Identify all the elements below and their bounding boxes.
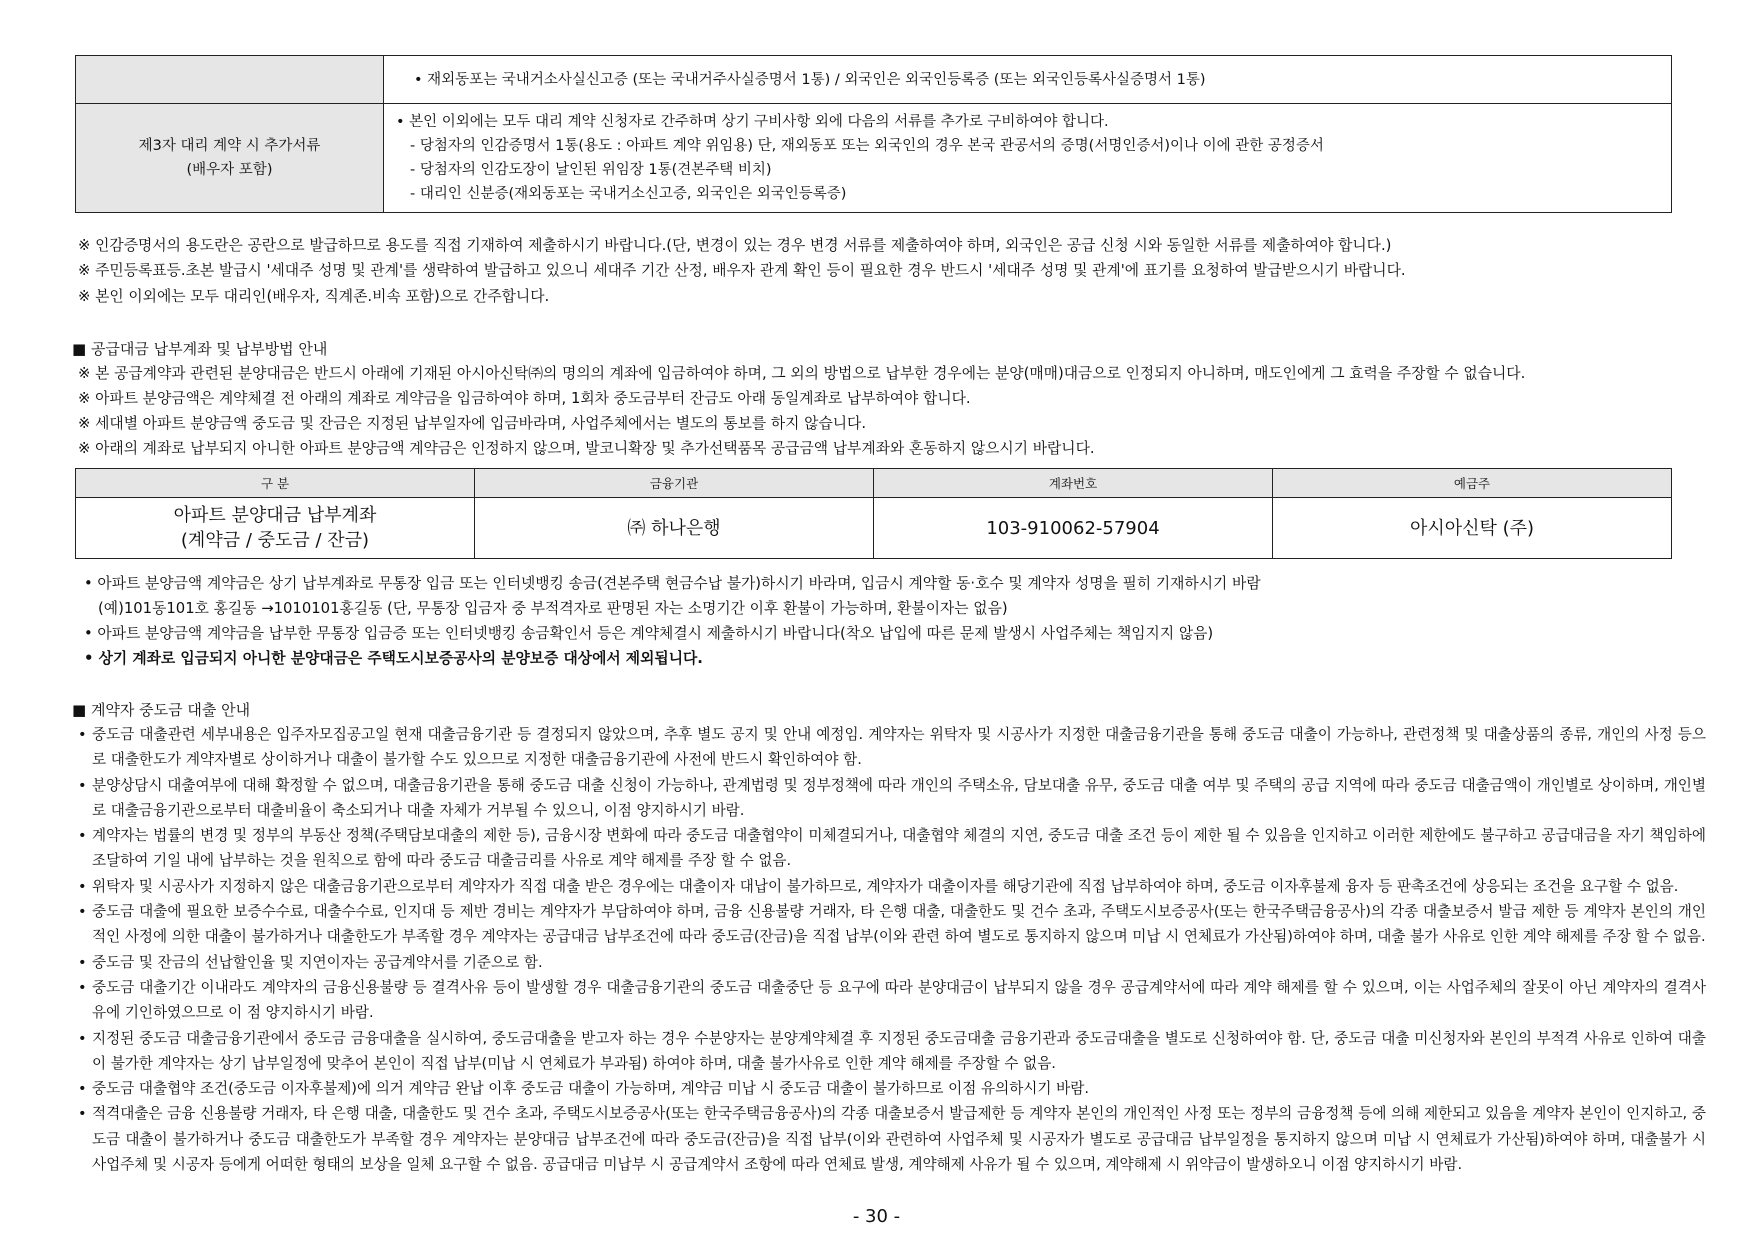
proxy-label-line2: (배우자 포함) <box>186 162 273 178</box>
note-line: ※ 세대별 아파트 분양금액 중도금 및 잔금은 지정된 납부일자에 입금바라며, 사업주체에서는 별도의 통보를 하지 않습니다. <box>78 415 867 432</box>
bank-name: ㈜ 하나은행 <box>475 498 874 559</box>
bullet: • <box>78 827 87 845</box>
proxy-contract-label <box>76 104 384 213</box>
list-item: • 중도금 대출기간 이내라도 계약자의 금융신용불량 등 결격사유 등이 발생할 경우 대출금융기관의 중도금 대출중단 등 요구에 따라 분양대금이 납부되지 않을 경우 공급계약서에 따라 계약 해제를 할 수 있으며, 이는 사업주체의 잘못이 아닌 계약자의 결격사유에 기인하였으므로 이 점 양지하시기 바람. <box>78 975 1706 1026</box>
proxy-doc-line: - 대리인 신분증(재외동포는 국내거소신고증, 외국인은 외국인등록증) <box>410 186 847 202</box>
account-row-label <box>76 498 475 559</box>
bullet: • <box>78 726 87 743</box>
note-line: ※ 본인 이외에는 모두 대리인(배우자, 직계존.비속 포함)으로 간주합니다. <box>78 288 550 305</box>
list-item: • 중도금 대출협약 조건(중도금 이자후불제)에 의거 계약금 완납 이후 중도금 대출이 가능하며, 계약금 미납 시 중도금 대출이 불가하므로 이점 유의하시기 바람. <box>78 1076 1706 1101</box>
proxy-documents-list <box>384 104 1672 213</box>
bullet: • <box>78 1105 87 1123</box>
list-item: • 위탁자 및 시공사가 지정하지 않은 대출금융기관으로부터 계약자가 직접 대출 받은 경우에는 대출이자 대납이 불가하므로, 계약자가 대출이자를 해당기관에 직접 납부하여야 하며, 중도금 이자후불제 융자 등 판촉조건에 상응되는 조건을 요구할 수 없음. <box>78 874 1706 899</box>
list-item: • 중도금 대출에 필요한 보증수수료, 대출수수료, 인지대 등 제반 경비는 계약자가 부담하여야 하며, 금융 신용불량 거래자, 타 은행 대출, 대출한도 및 건수 초과, 주택도시보증공사(또는 한국주택금융공사)의 각종 대출보증서 발급 제한 등 계약자 본인의 개인적인 사정에 의한 대출이 불가하거나 대출한도가 부족할 경우 계약자는 공급대금 납부조건에 따라 중도금(잔금)을 직접 납부(이와 관련 하여 별도로 통지하지 않으며 미납 시 연체료가 가산됨)하여야 하며, 대출 불가 사유로 인한 계약 해제를 주장 할 수 없음. <box>78 899 1706 950</box>
list-item: • 계약자는 법률의 변경 및 정부의 부동산 정책(주택담보대출의 제한 등), 금융시장 변화에 따라 중도금 대출협약이 미체결되거나, 대출협약 체결의 지연, 중도금 대출 조건 등이 제한 될 수 있음을 인지하고 이러한 제한에도 불구하고 공급대금을 자기 책임하에 조달하여 기일 내에 납부하는 것을 원칙으로 함에 따라 중도금 대출금리를 사유로 계약 해제를 주장 할 수 없음. <box>78 823 1706 874</box>
list-item: • 중도금 및 잔금의 선납할인율 및 지연이자는 공급계약서를 기준으로 함. <box>78 950 1706 975</box>
bullet: • <box>78 1080 87 1098</box>
payment-bullet: • 아파트 분양금액 계약금을 납부한 무통장 입금증 또는 인터넷뱅킹 송금확인서 등은 계약체결시 제출하시기 바랍니다(착오 납입에 따른 문제 발생시 사업주체는 책임지지 않음) <box>84 625 1214 642</box>
payment-example: (예)101동101호 홍길동 →1010101홍길동 (단, 무통장 입금자 중 부적격자로 판명된 자는 소명기간 이후 환불이 가능하며, 환불이자는 없음) <box>98 600 1008 617</box>
table-header: 계좌번호 <box>874 469 1273 498</box>
bullet: • <box>78 877 87 895</box>
list-item: • 분양상담시 대출여부에 대해 확정할 수 없으며, 대출금융기관을 통해 중도금 대출 신청이 가능하나, 관계법령 및 정부정책에 따라 개인의 주택소유, 담보대출 유무, 중도금 대출 여부 및 주택의 공급 지역에 따라 중도금 대출금액이 개인별로 상이하며, 개인별로 대출금융기관으로부터 대출비율이 축소되거나 대출 자체가 거부될 수 있으니, 이점 양지하시기 바람. <box>78 773 1706 824</box>
bullet: • <box>78 1029 87 1047</box>
note-line: ※ 본 공급계약과 관련된 분양대금은 반드시 아래에 기재된 아시아신탁㈜의 명의의 계좌에 입금하여야 하며, 그 외의 방법으로 납부한 경우에는 분양(매매)대금으로 인정되지 아니하며, 매도인에게 그 효력을 주장할 수 없습니다. <box>78 365 1526 382</box>
section-heading-loan: ■ 계약자 중도금 대출 안내 <box>72 701 251 719</box>
table-cell-empty <box>76 56 384 104</box>
account-number: 103-910062-57904 <box>874 498 1273 559</box>
account-label-line1: 아파트 분양대금 납부계좌 <box>173 505 377 526</box>
page-number: - 30 - <box>852 1206 901 1227</box>
note-line: ※ 아파트 분양금액은 계약체결 전 아래의 계좌로 계약금을 입금하여야 하며, 1회차 중도금부터 잔금도 아래 동일계좌로 납부하여야 합니다. <box>78 390 971 407</box>
bullet: • <box>78 903 87 921</box>
proxy-doc-line: • 본인 이외에는 모두 대리 계약 신청자로 간주하며 상기 구비사항 외에 다음의 서류를 추가로 구비하여야 합니다. <box>396 114 1109 130</box>
list-item: • 중도금 대출관련 세부내용은 입주자모집공고일 현재 대출금융기관 등 결정되지 않았으며, 추후 별도 공지 및 안내 예정임. 계약자는 위탁자 및 시공사가 지정한 대출금융기관을 통해 중도금 대출이 가능하나, 관련정책 및 대출상품의 종류, 개인의 사정 등으로 대출한도가 계약자별로 상이하거나 대출이 불가할 수도 있으므로 지정한 대출금융기관에 사전에 반드시 확인하여야 함. <box>78 722 1706 773</box>
account-holder: 아시아신탁 (주) <box>1273 498 1672 559</box>
table-header: 구 분 <box>76 469 475 498</box>
bullet: • <box>78 978 87 996</box>
note-line: ※ 주민등록표등.초본 발급시 '세대주 성명 및 관계'를 생략하여 발급하고 있으니 세대주 기간 산정, 배우자 관계 확인 등이 필요한 경우 반드시 '세대주 성명 및 관계'에 표기를 요청하여 발급받으시기 바랍니다. <box>78 262 1406 279</box>
table-header: 금융기관 <box>475 469 874 498</box>
bullet: • <box>78 776 87 794</box>
section-heading-payment: ■ 공급대금 납부계좌 및 납부방법 안내 <box>72 340 328 358</box>
proxy-doc-line: - 당첨자의 인감도장이 날인된 위임장 1통(견본주택 비치) <box>410 162 772 178</box>
bullet: • <box>78 953 87 971</box>
documents-table <box>75 55 1672 213</box>
payment-bullet: • 아파트 분양금액 계약금은 상기 납부계좌로 무통장 입금 또는 인터넷뱅킹 송금(견본주택 현금수납 불가)하시기 바라며, 입금시 계약할 동·호수 및 계약자 성명을 필히 기재하시기 바람 <box>84 575 1261 592</box>
account-table <box>75 468 1672 559</box>
note-line: ※ 인감증명서의 용도란은 공란으로 발급하므로 용도를 직접 기재하여 제출하시기 바랍니다.(단, 변경이 있는 경우 변경 서류를 제출하여야 하며, 외국인은 공급 신청 시와 동일한 서류를 제출하여야 합니다.) <box>78 237 1392 254</box>
list-item: • 적격대출은 금융 신용불량 거래자, 타 은행 대출, 대출한도 및 건수 초과, 주택도시보증공사(또는 한국주택금융공사)의 각종 대출보증서 발급제한 등 계약자 본인의 개인적인 사정 또는 정부의 금융정책 등에 의해 제한되고 있음을 계약자 본인이 인지하고, 중도금 대출이 불가하거나 중도금 대출한도가 부족할 경우 계약자는 분양대금 납부조건에 따라 중도금(잔금)을 직접 납부(이와 관련하여 사업주체 및 시공자가 별도로 공급대금 납부일정을 통지하지 않으며 미납 시 연체료가 가산됨)하여야 하며, 대출불가 시 사업주체 및 시공자 등에게 어떠한 형태의 보상을 일체 요구할 수 없음. 공급대금 미납부 시 공급계약서 조항에 따라 연체료 발생, 계약해제 사유가 될 수 있으며, 계약해제 시 위약금이 발생하오니 이점 양지하시기 바람. <box>78 1101 1706 1177</box>
foreign-id-text: • 재외동포는 국내거소사실신고증 (또는 국내거주사실증명서 1통) / 외국인은 외국인등록증 (또는 외국인등록사실증명서 1통) <box>384 56 1672 104</box>
loan-items <box>78 722 1706 1177</box>
list-item: • 지정된 중도금 대출금융기관에서 중도금 금융대출을 실시하여, 중도금대출을 받고자 하는 경우 수분양자는 분양계약체결 후 지정된 중도금대출 금융기관과 중도금대출을 별도로 신청하여야 함. 단, 중도금 대출 미신청자와 본인의 부적격 사유로 인하여 대출이 불가한 계약자는 상기 납부일정에 맞추어 본인이 직접 납부(미납 시 연체료가 부과됨) 하여야 하며, 대출 불가사유로 인한 계약 해제를 주장할 수 없음. <box>78 1026 1706 1077</box>
proxy-doc-line: - 당첨자의 인감증명서 1통(용도 : 아파트 계약 위임용) 단, 재외동포 또는 외국인의 경우 본국 관공서의 증명(서명인증서)이나 이에 관한 공정증서 <box>410 138 1324 154</box>
account-label-line2: (계약금 / 중도금 / 잔금) <box>180 530 370 551</box>
table-header: 예금주 <box>1273 469 1672 498</box>
payment-bullet-bold: • 상기 계좌로 입금되지 아니한 분양대금은 주택도시보증공사의 분양보증 대상에서 제외됩니다. <box>84 650 703 667</box>
proxy-label-line1: 제3자 대리 계약 시 추가서류 <box>138 138 321 154</box>
note-line: ※ 아래의 계좌로 납부되지 아니한 아파트 분양금액 계약금은 인정하지 않으며, 발코니확장 및 추가선택품목 공급금액 납부계좌와 혼동하지 않으시기 바랍니다. <box>78 440 1095 457</box>
